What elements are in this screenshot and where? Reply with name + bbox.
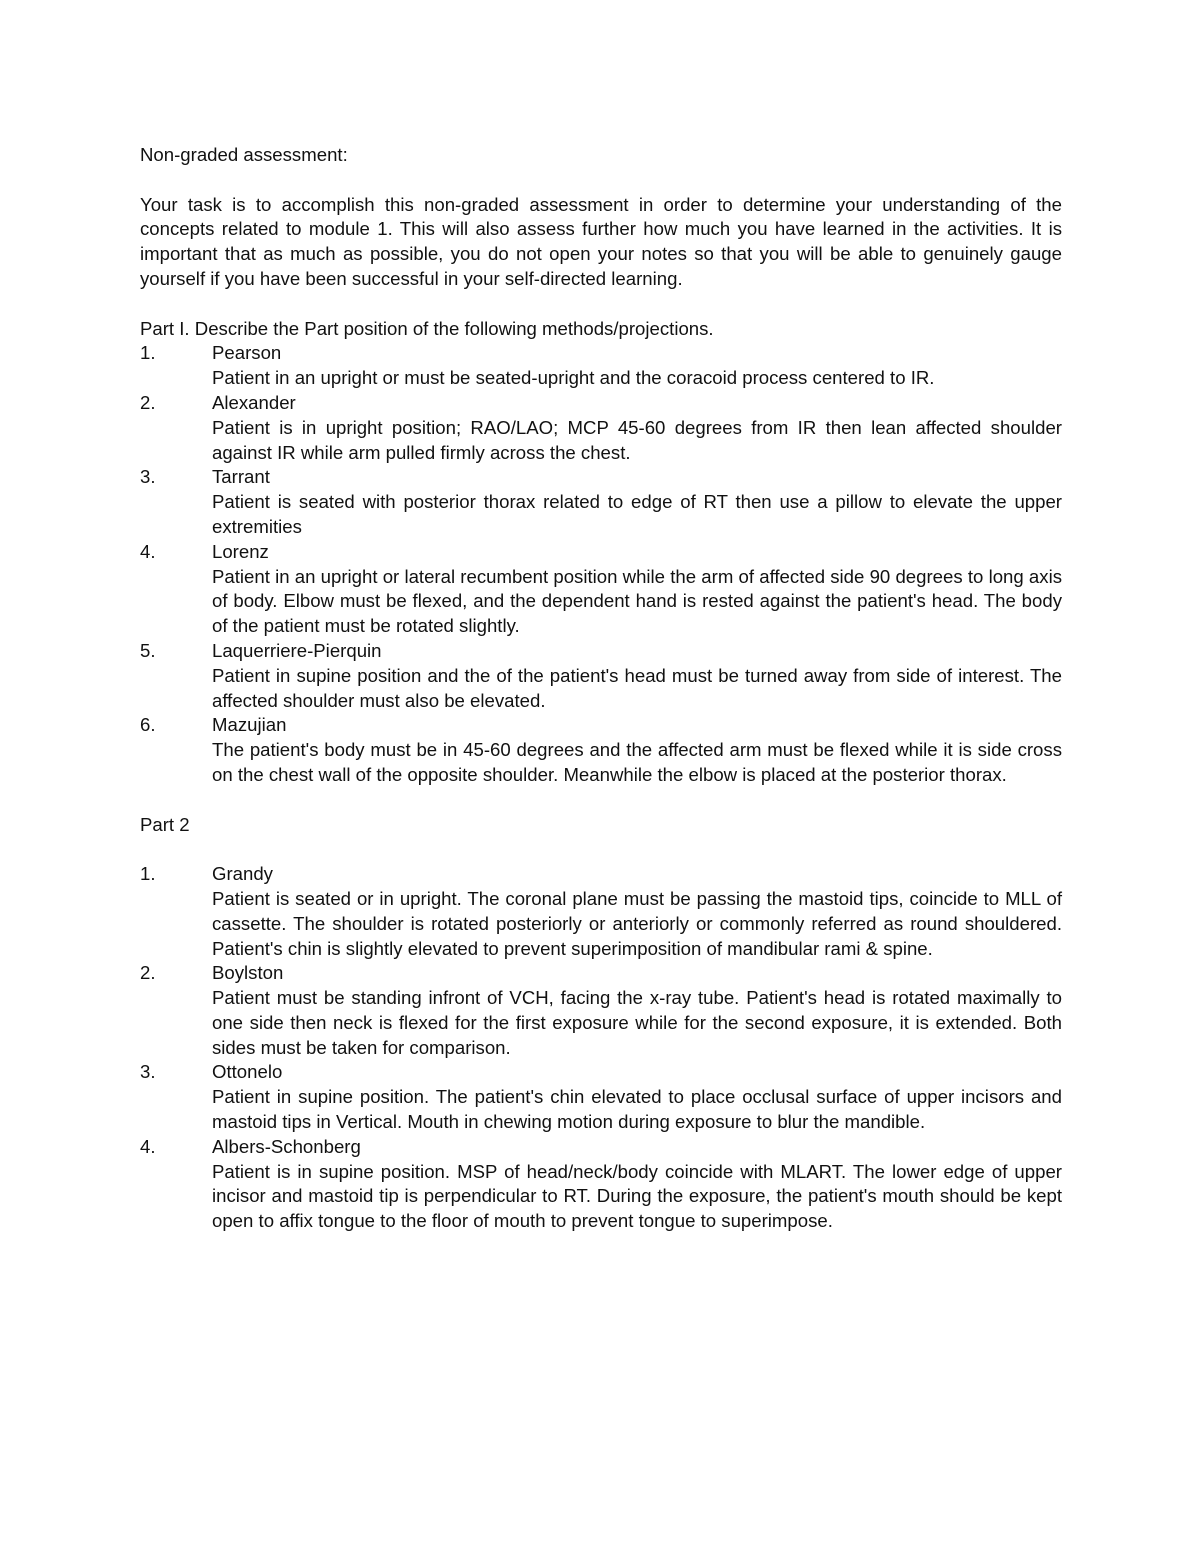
list-item <box>140 391 1062 465</box>
list-item <box>140 341 1062 391</box>
list-item <box>140 1135 1062 1234</box>
method-name: Grandy <box>212 863 273 885</box>
item-number: 1. <box>140 863 156 885</box>
item-number: 3. <box>140 1061 156 1083</box>
part1-heading: Part I. Describe the Part position of the following methods/projections. <box>140 317 714 339</box>
item-number: 1. <box>140 342 156 364</box>
list-item <box>140 639 1062 713</box>
method-name: Boylston <box>212 962 284 984</box>
item-number: 2. <box>140 962 156 984</box>
method-name: Laquerriere-Pierquin <box>212 639 382 661</box>
item-number: 4. <box>140 540 156 562</box>
part2-heading: Part 2 <box>140 813 190 835</box>
document-page <box>140 143 1062 1234</box>
method-name: Lorenz <box>212 540 269 562</box>
method-name: Ottonelo <box>212 1061 283 1083</box>
list-item <box>140 713 1062 787</box>
list-item <box>140 465 1062 539</box>
item-number: 3. <box>140 466 156 488</box>
method-description: The patient's body must be in 45-60 degrees and the affected arm must be flexed while it is side cross on the chest wall of the opposite shoulder. Meanwhile the elbow is placed at the posterior thorax. <box>212 739 1062 785</box>
list-item <box>140 540 1062 639</box>
method-description: Patient in supine position and the of the patient's head must be turned away from side of interest. The affected shoulder must also be elevated. <box>212 664 1062 711</box>
part1-list <box>140 341 1062 787</box>
part2-list <box>140 862 1062 1234</box>
method-description: Patient is in upright position; RAO/LAO; MCP 45-60 degrees from IR then lean affected shoulder against IR while arm pulled firmly across the chest. <box>212 416 1062 463</box>
method-name: Tarrant <box>212 466 270 488</box>
method-name: Mazujian <box>212 714 287 736</box>
document-title: Non-graded assessment: <box>140 144 348 165</box>
list-item <box>140 862 1062 961</box>
method-description: Patient in an upright or lateral recumbent position while the arm of affected side 90 degrees to long axis of body. Elbow must be flexed, and the dependent hand is rested against the patient's head. The body of the patient must be rotated slightly. <box>212 565 1062 637</box>
method-name: Alexander <box>212 391 296 413</box>
method-description: Patient must be standing infront of VCH, facing the x-ray tube. Patient's head is rotated maximally to one side then neck is flexed for the first exposure while for the second exposure, it is extended. Both sides must be taken for comparison. <box>212 987 1062 1058</box>
item-number: 2. <box>140 391 156 413</box>
method-description: Patient is seated or in upright. The coronal plane must be passing the mastoid tips, coincide to MLL of cassette. The shoulder is rotated posteriorly or anteriorly or commonly referred as round shouldered. Patient's chin is slightly elevated to prevent superimposition of mandibular rami & spine. <box>212 887 1062 959</box>
method-name: Albers-Schonberg <box>212 1135 361 1157</box>
method-description: Patient in an upright or must be seated-upright and the coracoid process centered to IR. <box>212 367 935 389</box>
item-number: 4. <box>140 1135 156 1157</box>
method-name: Pearson <box>212 342 282 364</box>
item-number: 6. <box>140 714 156 736</box>
method-description: Patient in supine position. The patient's chin elevated to place occlusal surface of upper incisors and mastoid tips in Vertical. Mouth in chewing motion during exposure to blur the mandible. <box>212 1086 1062 1133</box>
method-description: Patient is in supine position. MSP of head/neck/body coincide with MLART. The lower edge of upper incisor and mastoid tip is perpendicular to RT. During the exposure, the patient's mouth should be kept open to affix tongue to the floor of mouth to prevent tongue to superimpose. <box>212 1160 1062 1232</box>
method-description: Patient is seated with posterior thorax related to edge of RT then use a pillow to elevate the upper extremities <box>212 491 1062 537</box>
list-item <box>140 1060 1062 1134</box>
list-item <box>140 961 1062 1060</box>
intro-paragraph: Your task is to accomplish this non-graded assessment in order to determine your understanding of the concepts related to module 1. This will also assess further how much you have learned in the activities. It is important that as much as possible, you do not open your notes so that you will be able to genuinely gauge yourself if you have been successful in your self-directed learning. <box>140 193 1062 289</box>
item-number: 5. <box>140 639 156 661</box>
